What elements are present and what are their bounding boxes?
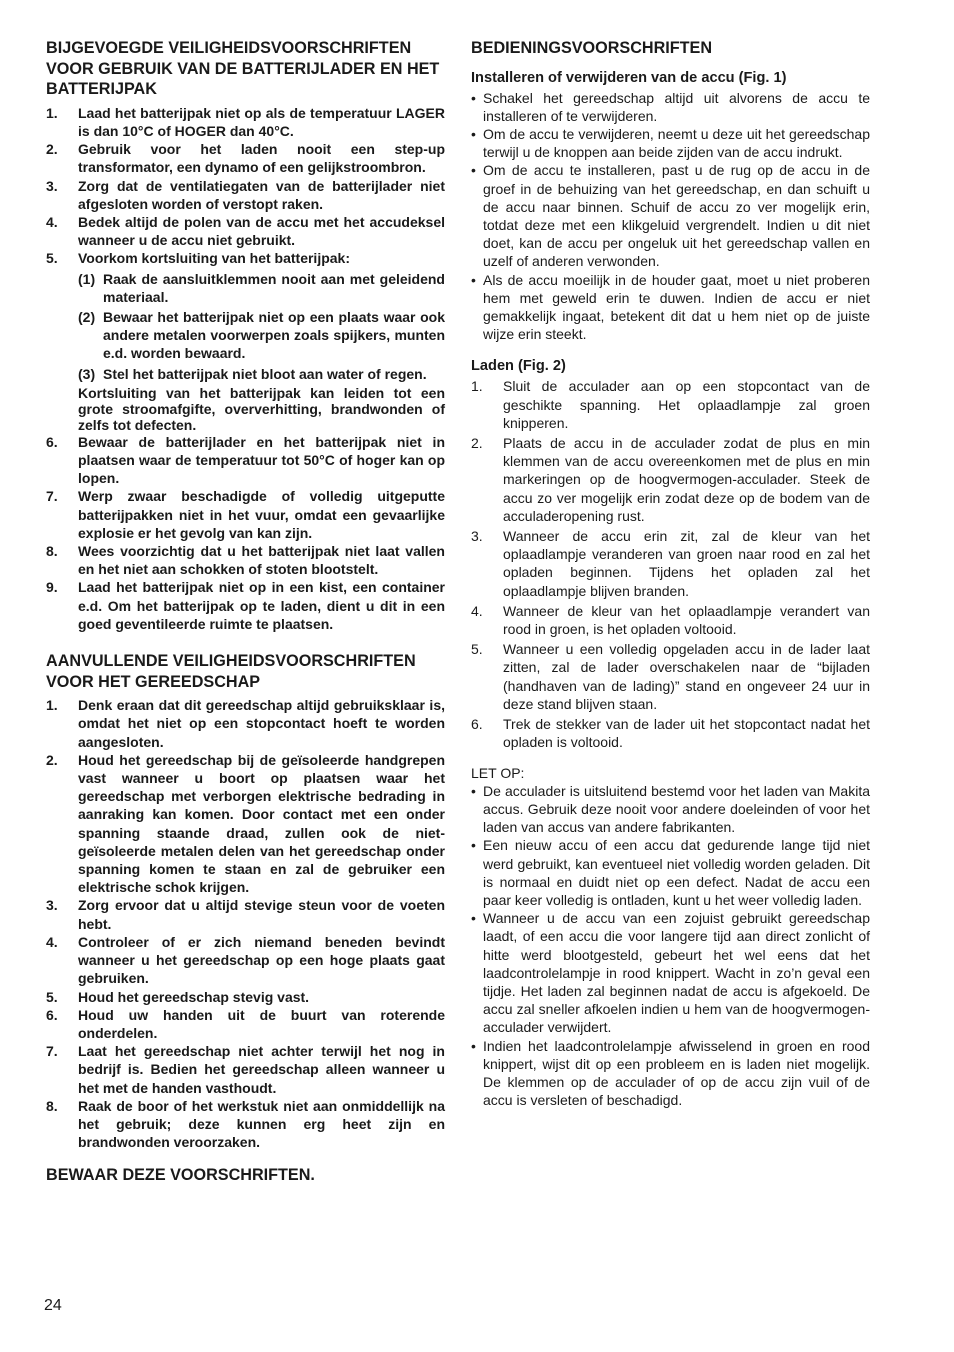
list-item: 4. Wanneer de kleur van het oplaadlampje verandert van rood in groen, is het opladen voltooid. (471, 602, 870, 638)
sub-list-item: (3) Stel het batterijpak niet bloot aan water of regen. (78, 365, 427, 382)
battery-safety-list (46, 104, 445, 633)
list-item: • Wanneer u de accu van een zojuist gebruikt gereedschap laadt, of een accu die voor langere tijd aan direct zonlicht of hitte werd blootgesteld, gebeurt het wel eens dat het laadcontrolelampje in rood knippert. Wacht in zo’n geval een tijdje. Het laden zal beginnen nadat de accu is afgekoeld. De accu zal sneller afkoelen indien u hem van de hoogvermogen-acculader verwijdert. (471, 910, 870, 1036)
short-circuit-note: Kortsluiting van het batterijpak kan leiden tot een grote stroomafgifte, oververhitting, brandwonden of zelfs tot defecten. (78, 384, 445, 433)
list-item: 8. Wees voorzichtig dat u het batterijpak niet laat vallen en het niet aan schokken of stoten blootstelt. (46, 543, 445, 578)
page-number: 24 (44, 1297, 62, 1314)
list-item: 6. Trek de stekker van de lader uit het stopcontact nadat het opladen is voltooid. (471, 716, 870, 751)
install-remove-list (471, 89, 870, 344)
list-item: • Een nieuw accu of een accu dat gedurende lange tijd niet werd gebruikt, kan eventueel niet volledig worden geladen. Dit is normaal en duidt niet op een defect. Nadat de accu een paar keer volledig is ontladen, kunt u het weer volledig laden. (471, 837, 870, 908)
list-item: 2. Gebruik voor het laden nooit een step-up transformator, een dynamo of een gelijkstroombron. (46, 141, 445, 176)
list-item: 5. Houd het gereedschap stevig vast. (46, 988, 310, 1005)
short-circuit-sublist (78, 270, 445, 383)
list-item: • Om de accu te installeren, past u de rug op de accu in de groef in de behuizing van het gereedschap, en dan schuift u de accu naar binnen. Schuif de accu zo ver mogelijk erin, totdat deze met een klikgeluid vergrendelt. Indien u dit niet doet, kan de accu per ongeluk uit het gereedschap vallen en uzelf of anderen verwonden. (471, 162, 870, 270)
charging-title: Laden (Fig. 2) (471, 358, 566, 375)
list-item: 4. Controleer of er zich niemand beneden bevindt wanneer u het gereedschap op een hoge plaats gaat gebruiken. (46, 933, 445, 987)
install-remove-title: Installeren of verwijderen van de accu (Fig. 1) (471, 69, 787, 86)
list-item: 8. Raak de boor of het werkstuk niet aan onmiddellijk na het gebruik; deze kunnen erg heet zijn en brandwonden veroorzaken. (46, 1097, 445, 1151)
save-instructions-text: BEWAAR DEZE VOORSCHRIFTEN. (46, 1166, 315, 1185)
caution-list (471, 782, 870, 1110)
list-item: 9. Laad het batterijpak niet op in een kist, een container e.d. Om het batterijpak op te laden, dient u dit in een goed geventileerde ruimte te plaatsen. (46, 579, 445, 632)
right-column (471, 38, 870, 1109)
list-item: 6. Bewaar de batterijlader en het batterijpak niet in plaatsen waar de temperatuur tot 50°C of hoger kan op lopen. (46, 433, 445, 487)
list-item: 2. Plaats de accu in de acculader zodat de plus en min klemmen van de accu overeenkomen met de plus en min markeringen op de hoogvermogen-acculader. Steek de accu zo ver mogelijk erin zodat deze op de bodem van de acculaderopening rust. (471, 435, 870, 524)
left-column (46, 38, 445, 1185)
battery-safety-heading: BIJGEVOEGDE VEILIGHEIDSVOORSCHRIFTEN VOOR GEBRUIK VAN DE BATTERIJLADER EN HET BATTERIJPAK (46, 39, 440, 99)
list-item: 7. Laat het gereedschap niet achter terwijl het nog in bedrijf is. Bedien het gereedschap alleen wanneer u het met de handen vasthoudt. (46, 1043, 445, 1096)
list-item: • De acculader is uitsluitend bestemd voor het laden van Makita accus. Gebruik deze nooit voor andere doeleinden of voor het laden van accus van andere fabrikanten. (471, 782, 870, 836)
list-item: 3. Zorg dat de ventilatiegaten van de batterijlader niet afgesloten worden of verstopt raken. (46, 177, 445, 212)
list-item: 3. Wanneer de accu erin zit, zal de kleur van het oplaadlampje veranderen van groen naar rood en zal het opladen beginnen. Tijdens het opladen zal het oplaadlampje blijven branden. (471, 528, 870, 599)
list-item: 1. Laad het batterijpak niet op als de temperatuur LAGER is dan 10°C of HOGER dan 40°C. (46, 104, 445, 139)
sub-list-item: (1) Raak de aansluitklemmen nooit aan met geleidend materiaal. (78, 270, 445, 305)
list-item: • Schakel het gereedschap altijd uit alvorens de accu te installeren of te verwijderen. (471, 89, 870, 124)
list-item: • Indien het laadcontrolelampje afwisselend in groen en rood knippert, wijst dit op een probleem en is laden niet mogelijk. De klemmen op de acculader of op de accu zijn vuil of de accu is versleten of beschadigd. (471, 1037, 870, 1109)
list-item: 4. Bedek altijd de polen van de accu met het accudeksel wanneer u de accu niet gebruikt. (46, 214, 445, 249)
list-item: • Om de accu te verwijderen, neemt u deze uit het gereedschap terwijl u de knoppen aan beide zijden van de accu indrukt. (471, 126, 870, 161)
list-item: 5. Voorkom kortsluiting van het batterijpak: (1) Raak de aansluitklemmen nooit aan met geleidend materiaal. (2) Bewaar het batterijpak niet op een plaats waar ook andere metalen voorwerpen zoals spijkers, munten e.d. worden bewaard. (3) Stel het batterijpak niet bloot aan water of regen. Kortsluiting van het batterijpak kan leiden tot een grote stroomafgifte, oververhitting, brandwonden of zelfs tot defecten. (46, 250, 445, 433)
tool-safety-heading: AANVULLENDE VEILIGHEIDSVOORSCHRIFTEN VOOR HET GEREEDSCHAP (46, 652, 416, 691)
list-item: 7. Werp zwaar beschadigde of volledig uitgeputte batterijpakken niet in het vuur, omdat een gevaarlijke explosie er het gevolg van kan zijn. (46, 488, 445, 541)
charging-steps-list (471, 377, 870, 751)
list-item: 5. Wanneer u een volledig opgeladen accu in de lader laat zitten, zal de lader overschakelen naar de “bijladen (handhaven van de lading)” stand en ongeveer 24 uur in deze stand blijven staan. (471, 641, 870, 712)
list-item: 1. Sluit de acculader aan op een stopcontact van de geschikte spanning. Het oplaadlampje zal groen knipperen. (471, 378, 870, 431)
list-item: 2. Houd het gereedschap bij de geïsoleerde handgrepen vast wanneer u boort op plaatsen waar het gereedschap met verborgen elektrische bedrading in aanraking kan komen. Door contact met een onder spanning staande draad, zullen ook de niet-geïsoleerde metalen delen van het gereedschap onder spanning komen te staan en zal de gebruiker een elektrische schok krijgen. (46, 751, 445, 896)
operating-instructions-heading: BEDIENINGSVOORSCHRIFTEN (471, 39, 713, 57)
tool-safety-list (46, 696, 445, 1151)
sub-list-item: (2) Bewaar het batterijpak niet op een plaats waar ook andere metalen voorwerpen zoals spijkers, munten e.d. worden bewaard. (78, 309, 445, 362)
list-item: • Als de accu moeilijk in de houder gaat, moet u niet proberen hem met geweld erin te duwen. Indien de accu er niet gemakkelijk ingaat, betekent dit dat u hem niet op de juiste wijze erin steekt. (471, 271, 870, 343)
list-item: 1. Denk eraan dat dit gereedschap altijd gebruiksklaar is, omdat het niet op een stopcontact hoeft te worden aangesloten. (46, 697, 445, 750)
caution-label: LET OP: (471, 764, 525, 781)
list-item: 6. Houd uw handen uit de buurt van roterende onderdelen. (46, 1006, 445, 1041)
list-item: 3. Zorg ervoor dat u altijd stevige steun voor de voeten hebt. (46, 897, 445, 932)
